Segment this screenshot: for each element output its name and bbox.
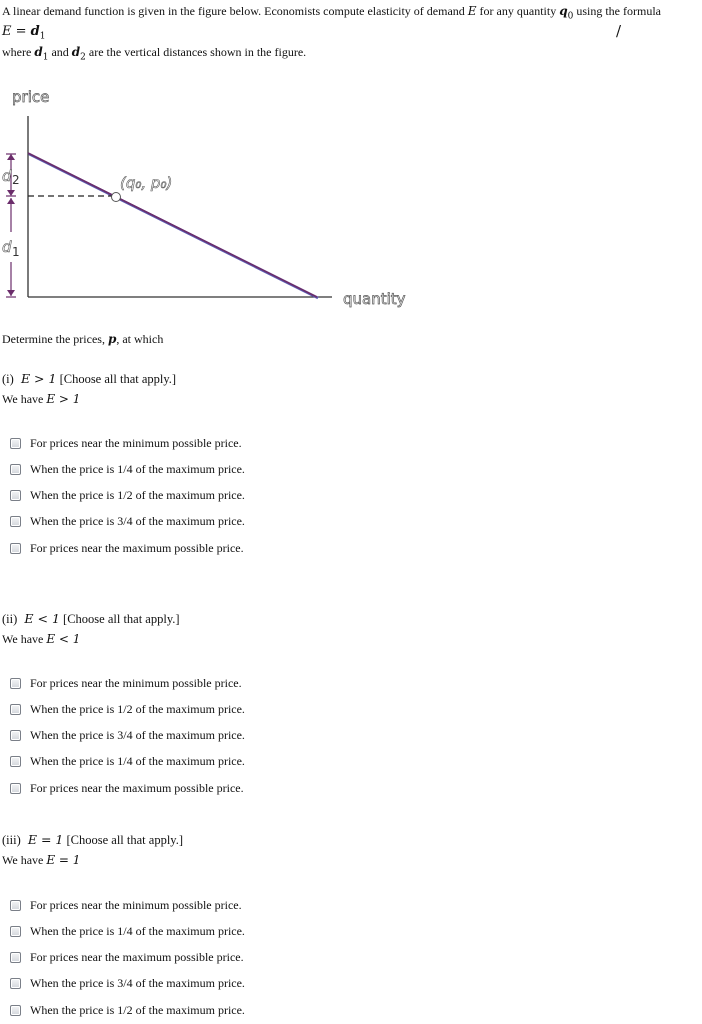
- point-q0-p0: [112, 193, 121, 202]
- question-relation: E = 1: [27, 832, 64, 847]
- intro-text: using the formula: [573, 4, 661, 18]
- q3-option-4[interactable]: [10, 975, 245, 991]
- q1-option-5[interactable]: [10, 540, 244, 556]
- q1-option-1[interactable]: [10, 435, 242, 451]
- checkbox[interactable]: [10, 783, 21, 794]
- d1-label-sub: 1: [12, 245, 20, 259]
- checkbox[interactable]: [10, 900, 21, 911]
- q2-option-5[interactable]: [10, 780, 244, 796]
- intro-line-1: [2, 4, 661, 21]
- formula-equals: =: [11, 24, 31, 39]
- q2-option-4[interactable]: [10, 753, 245, 769]
- we-have-relation: E < 1: [46, 632, 81, 646]
- option-label: When the price is 1/2 of the maximum price.: [30, 487, 245, 502]
- d2-label: d: [2, 167, 12, 185]
- option-label: When the price is 3/4 of the maximum price.: [30, 513, 245, 528]
- q1-option-2[interactable]: [10, 461, 245, 477]
- q1-option-3[interactable]: [10, 487, 245, 503]
- option-label: When the price is 1/2 of the maximum price.: [30, 1002, 245, 1017]
- d1-label: d: [2, 238, 12, 256]
- q3-option-2[interactable]: [10, 923, 245, 939]
- question-instruction: [Choose all that apply.]: [63, 612, 180, 626]
- option-label: For prices near the minimum possible price.: [30, 435, 242, 450]
- option-label: When the price is 1/4 of the maximum price.: [30, 753, 245, 768]
- prompt-text: Determine the prices,: [2, 332, 108, 346]
- point-label: (q₀, p₀): [120, 174, 173, 192]
- question-1-heading: [2, 371, 176, 387]
- formula-e: E: [2, 24, 12, 39]
- d2-symbol: d: [71, 45, 81, 59]
- checkbox[interactable]: [10, 490, 21, 501]
- question-instruction: [Choose all that apply.]: [59, 372, 177, 386]
- p-symbol: p: [107, 332, 117, 346]
- we-have-text: We have: [2, 853, 47, 867]
- option-label: For prices near the minimum possible price.: [30, 897, 242, 912]
- question-2-we-have: [2, 632, 80, 647]
- question-3-we-have: [2, 853, 80, 868]
- formula-d1-sub: 1: [39, 31, 46, 42]
- question-1-we-have: [2, 392, 80, 407]
- checkbox[interactable]: [10, 952, 21, 963]
- checkbox[interactable]: [10, 464, 21, 475]
- q2-option-3[interactable]: [10, 727, 245, 743]
- checkbox[interactable]: [10, 978, 21, 989]
- question-number: (ii): [2, 612, 18, 626]
- question-instruction: [Choose all that apply.]: [66, 833, 184, 847]
- checkbox[interactable]: [10, 756, 21, 767]
- question-number: (i): [2, 372, 14, 386]
- option-label: For prices near the maximum possible price.: [30, 780, 244, 795]
- we-have-relation: E = 1: [46, 853, 81, 867]
- prompt-text: , at which: [116, 332, 164, 346]
- checkbox[interactable]: [10, 926, 21, 937]
- question-3-heading: [2, 832, 183, 848]
- checkbox[interactable]: [10, 678, 21, 689]
- option-label: For prices near the maximum possible price.: [30, 540, 244, 555]
- q3-option-1[interactable]: [10, 897, 242, 913]
- demand-line: [28, 153, 317, 297]
- q1-option-4[interactable]: [10, 513, 245, 529]
- d1-top-head: [7, 198, 15, 204]
- checkbox[interactable]: [10, 704, 21, 715]
- q2-option-1[interactable]: [10, 675, 242, 691]
- intro-text: A linear demand function is given in the figure below. Economists compute elasticity of demand: [2, 4, 468, 18]
- option-label: When the price is 3/4 of the maximum price.: [30, 727, 245, 742]
- demand-figure: [0, 80, 420, 310]
- option-label: For prices near the minimum possible price.: [30, 675, 242, 690]
- q2-option-2[interactable]: [10, 701, 245, 717]
- we-have-text: We have: [2, 392, 47, 406]
- option-label: When the price is 1/4 of the maximum price.: [30, 923, 245, 938]
- q0-symbol: q: [559, 4, 568, 18]
- checkbox[interactable]: [10, 1005, 21, 1016]
- q3-option-3[interactable]: [10, 949, 244, 965]
- question-relation: E > 1: [20, 371, 57, 386]
- price-axis-label: price: [12, 88, 50, 106]
- option-label: For prices near the maximum possible price.: [30, 949, 244, 964]
- quantity-axis-label: quantity: [343, 290, 406, 308]
- checkbox[interactable]: [10, 543, 21, 554]
- d1-bottom-head: [7, 290, 15, 296]
- formula-line: [2, 23, 46, 42]
- intro-line-3: [2, 45, 306, 62]
- checkbox[interactable]: [10, 438, 21, 449]
- question-2-heading: [2, 611, 180, 627]
- checkbox[interactable]: [10, 516, 21, 527]
- q0-subscript: 0: [567, 11, 574, 22]
- formula-d1: d: [30, 24, 40, 39]
- intro-text: and: [48, 45, 72, 59]
- we-have-relation: E > 1: [46, 392, 81, 406]
- prompt-line: [2, 332, 163, 347]
- intro-text: are the vertical distances shown in the figure.: [85, 45, 307, 59]
- option-label: When the price is 3/4 of the maximum price.: [30, 975, 245, 990]
- formula-slash: /: [616, 22, 622, 40]
- d1-symbol: d: [34, 45, 43, 59]
- intro-text: where: [2, 45, 35, 59]
- d2-label-sub: 2: [12, 173, 20, 187]
- e-symbol: E: [467, 4, 477, 18]
- we-have-text: We have: [2, 632, 47, 646]
- d2-bottom-head: [7, 190, 15, 196]
- option-label: When the price is 1/4 of the maximum price.: [30, 461, 245, 476]
- checkbox[interactable]: [10, 730, 21, 741]
- d1-subscript: 1: [42, 52, 49, 63]
- intro-text: for any quantity: [476, 4, 560, 18]
- d2-subscript: 2: [80, 52, 86, 63]
- q3-option-5[interactable]: [10, 1002, 245, 1018]
- option-label: When the price is 1/2 of the maximum price.: [30, 701, 245, 716]
- question-number: (iii): [2, 833, 21, 847]
- d2-top-head: [7, 154, 15, 160]
- question-relation: E < 1: [24, 611, 60, 626]
